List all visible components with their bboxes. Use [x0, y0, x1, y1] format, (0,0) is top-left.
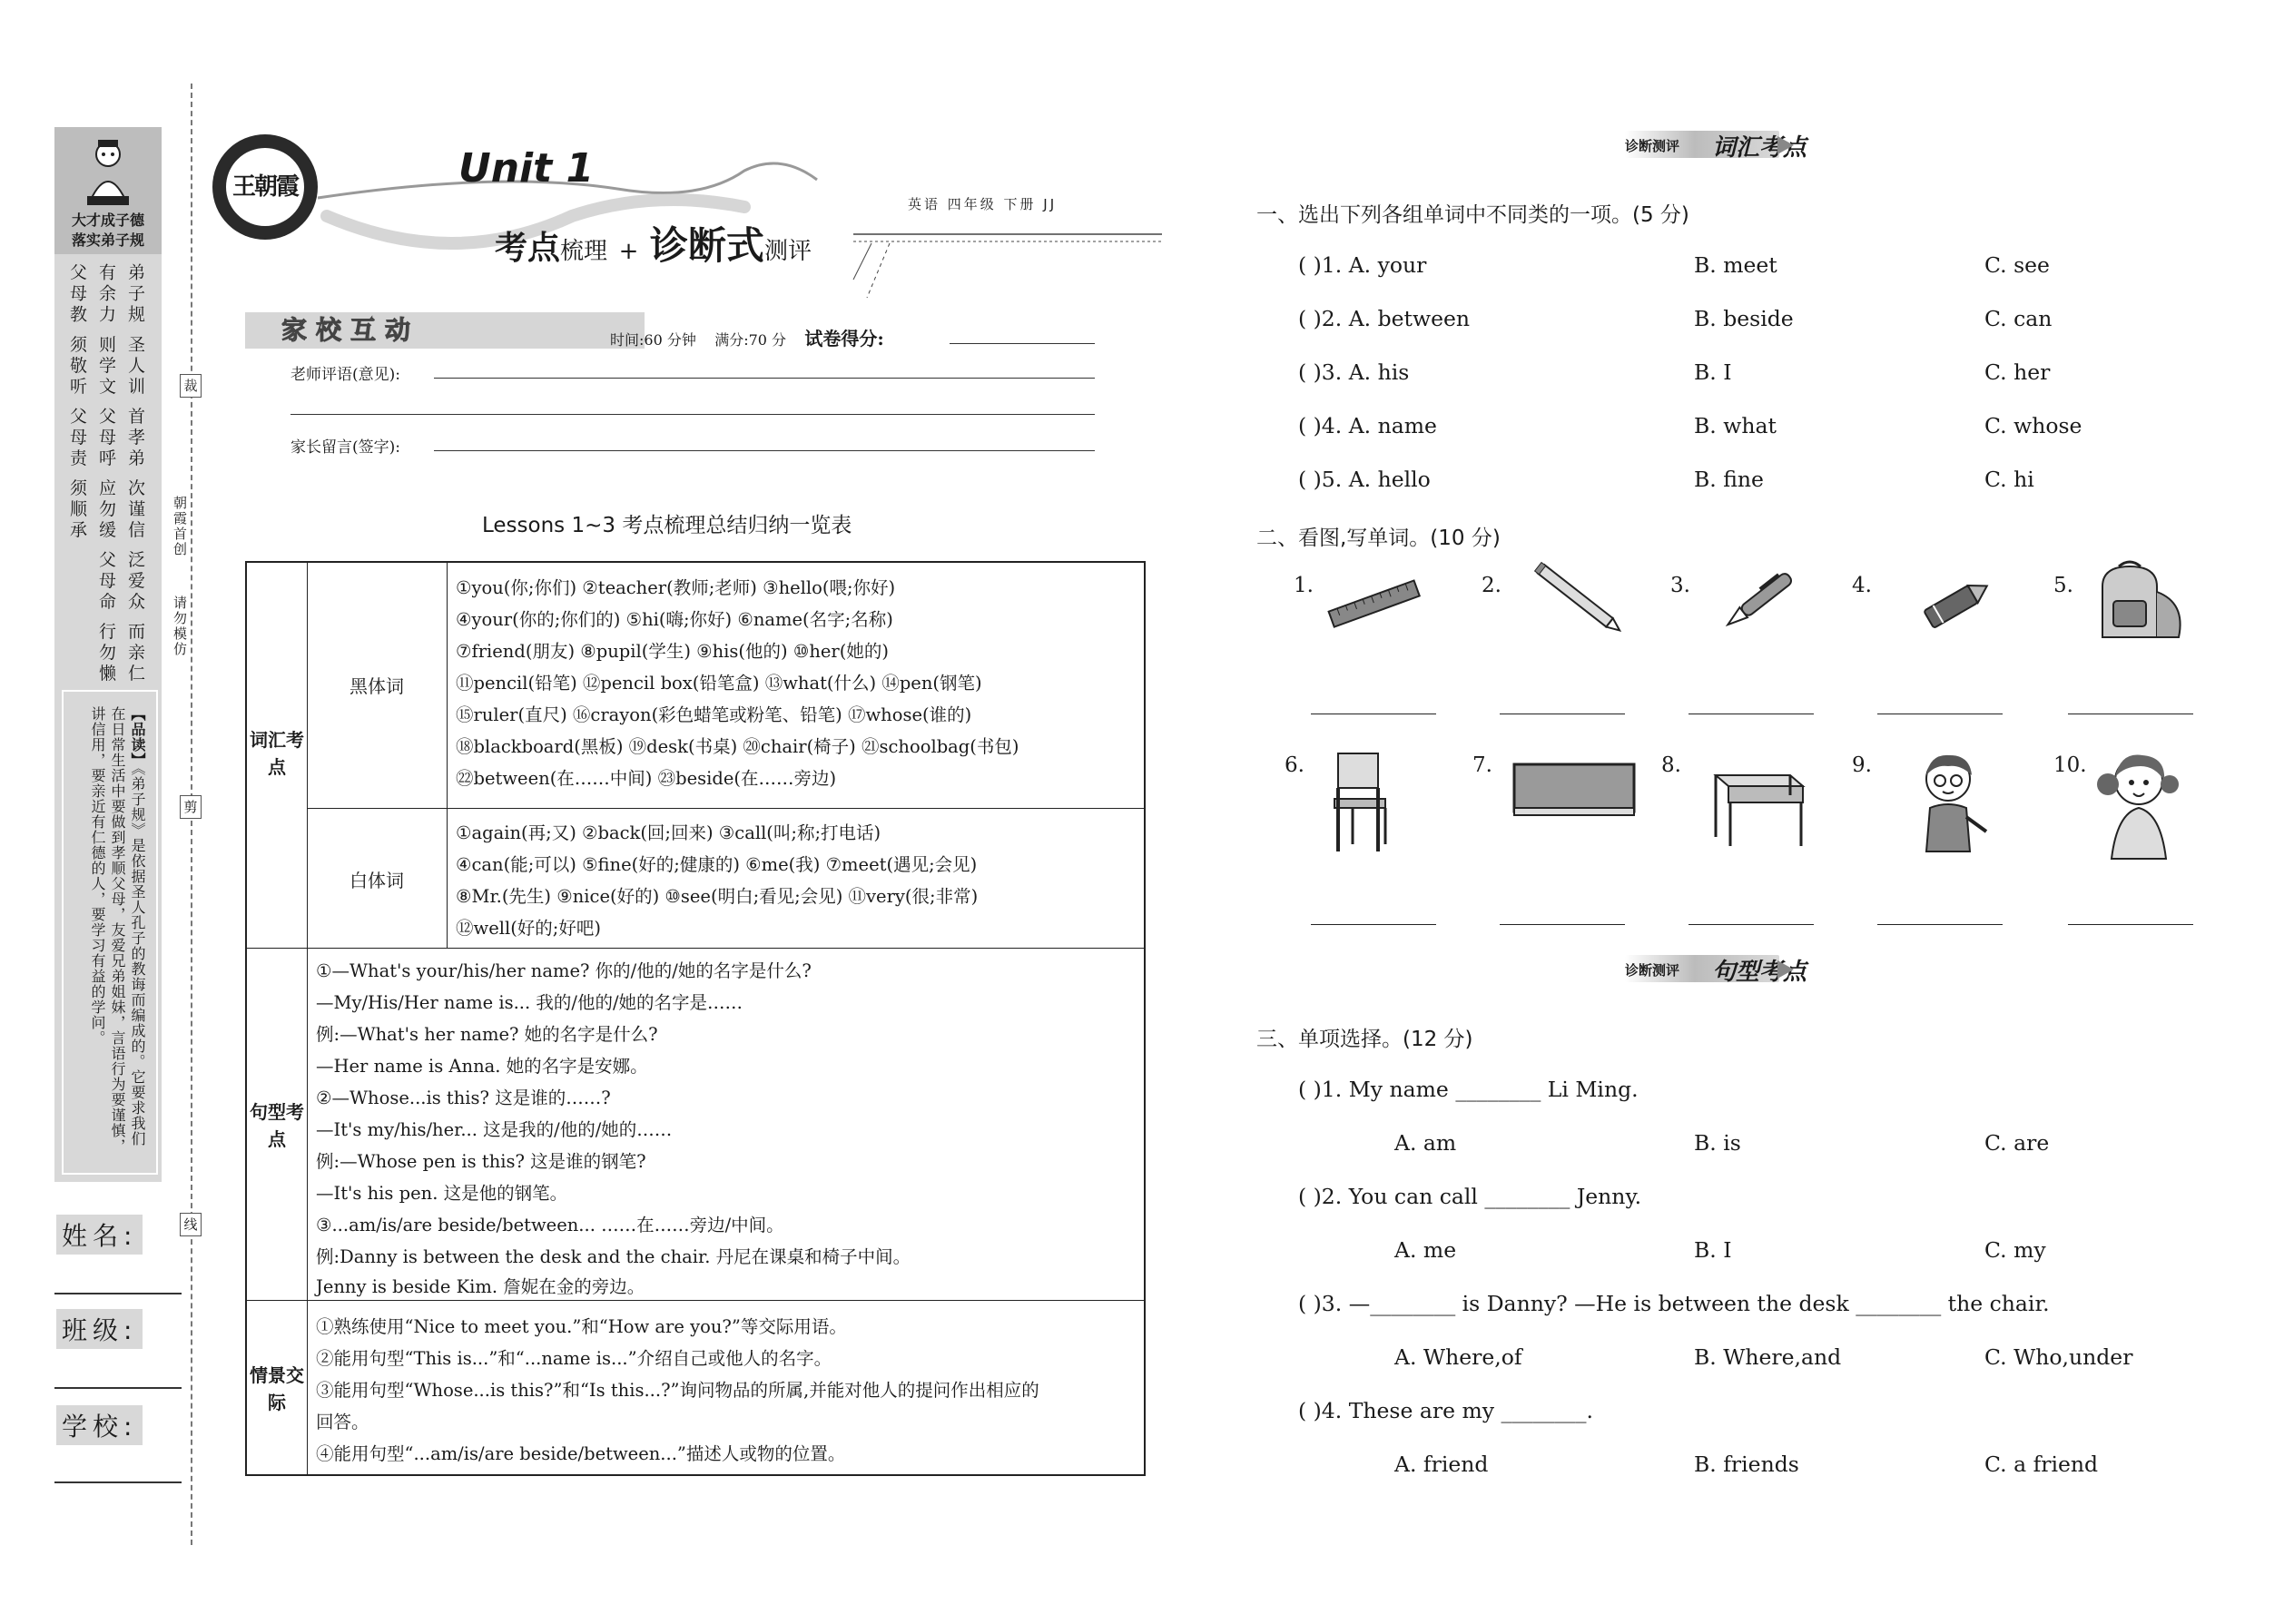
- mc1-option-c: C. are: [1984, 1130, 2050, 1156]
- motto-header: [54, 127, 162, 254]
- sentence-line: —Her name is Anna. 她的名字是安娜。: [316, 1056, 648, 1077]
- pic-number: 2.: [1482, 574, 1501, 597]
- bold-word-line: ⑱blackboard(黑板) ⑲desk(书桌) ⑳chair(椅子) ㉑schoolbag(书包): [456, 736, 1019, 757]
- sentence-line: Jenny is beside Kim. 詹妮在金的旁边。: [316, 1276, 645, 1297]
- mc3-option-b: B. Where,and: [1694, 1344, 1842, 1370]
- table-divider-h1: [307, 808, 1144, 809]
- situation-line: ②能用句型“This is...”和“...name is...”介绍自己或他人的名字。: [316, 1348, 832, 1369]
- motto-text: [54, 211, 162, 251]
- tag-arrow-icon: [1777, 960, 1794, 979]
- tag-title: 词汇考点: [1712, 134, 1807, 162]
- chair-icon: [1325, 750, 1398, 855]
- table-divider-v1: [307, 563, 308, 1474]
- q2-stem: ( )2. A. between: [1298, 306, 1471, 331]
- title-part-b: 梳理: [560, 238, 608, 265]
- title-part-a: 考点: [495, 230, 561, 267]
- sentence-line: 例:Danny is between the desk and the chair. 丹尼在课桌和椅子中间。: [316, 1246, 911, 1267]
- sentence-line: —My/His/Her name is... 我的/他的/她的名字是……: [316, 992, 743, 1013]
- plain-word-line: ①again(再;又) ②back(回;回来) ③call(叫;称;打电话): [456, 822, 881, 843]
- mc4-option-c: C. a friend: [1984, 1452, 2099, 1477]
- bold-word-line: ⑪pencil(铅笔) ⑫pencil box(铅笔盒) ⑬what(什么) ⑭pen(钢笔): [456, 673, 982, 694]
- table-divider-h3: [247, 1300, 1144, 1301]
- vocab-section-tag: [1625, 129, 1807, 160]
- answer-line-7[interactable]: [1500, 924, 1625, 925]
- unit-title: Unit 1: [458, 145, 595, 192]
- situation-line: ①熟练使用“Nice to meet you.”和“How are you?”等交际用语。: [316, 1316, 847, 1337]
- pic-number: 5.: [2053, 574, 2073, 597]
- reading-label: 【品读】: [129, 706, 146, 768]
- exam-meta: [610, 324, 884, 350]
- motto-strip: [54, 127, 162, 1182]
- q3-stem: ( )3. A. his: [1298, 359, 1410, 385]
- mc2-option-c: C. my: [1984, 1237, 2046, 1263]
- plain-word-line: ⑫well(好的;好吧): [456, 918, 601, 939]
- motto-line-1: 大才成子德: [71, 212, 144, 229]
- mc3-option-c: C. Who,under: [1984, 1344, 2133, 1370]
- ruler-icon: [1325, 577, 1423, 632]
- q4-option-c: C. whose: [1984, 413, 2082, 438]
- poem-column-1: 父母教 须敬听 父母责 须顺承: [67, 263, 87, 542]
- sentence-line: —It's my/his/her... 这是我的/他的/她的……: [316, 1119, 673, 1140]
- q5-option-c: C. hi: [1984, 467, 2034, 492]
- note-no-copy: 请勿模仿: [172, 595, 188, 657]
- plain-word-line: ④can(能;可以) ⑤fine(好的;健康的) ⑥me(我) ⑦meet(遇见;会见): [456, 854, 978, 875]
- title-part-c: 诊断式: [649, 223, 764, 268]
- bold-word-line: ④your(你的;你们的) ⑤hi(嗨;你好) ⑥name(名字;名称): [456, 609, 893, 630]
- pic-number: 1.: [1294, 574, 1314, 597]
- exam-full-score: 满分:70 分: [714, 331, 787, 349]
- sentence-line: 例:—What's her name? 她的名字是什么?: [316, 1024, 658, 1045]
- exam-time: 时间:60 分钟: [610, 331, 696, 349]
- title-plus: +: [618, 238, 639, 265]
- situation-line: ③能用句型“Whose...is this?”和“Is this...?”询问物品的所属,并能对他人的提问作出相应的: [316, 1380, 1039, 1401]
- section-3-title: 三、单项选择。(12 分): [1256, 1028, 1473, 1051]
- sentence-line: 例:—Whose pen is this? 这是谁的钢笔?: [316, 1151, 646, 1172]
- motto-line-2: 落实弟子规: [71, 231, 144, 249]
- mc1-option-a: A. am: [1394, 1130, 1457, 1156]
- bold-word-line: ㉒between(在……中间) ㉓beside(在……旁边): [456, 768, 837, 789]
- page-title: [495, 216, 812, 271]
- name-label: 姓名:: [56, 1215, 143, 1255]
- answer-line-8[interactable]: [1689, 924, 1814, 925]
- tag-small-text: 诊断测评: [1625, 138, 1680, 154]
- crayon-icon: [1915, 572, 1997, 635]
- q2-option-c: C. can: [1984, 306, 2053, 331]
- bold-word-line: ①you(你;你们) ②teacher(教师;老师) ③hello(喂;你好): [456, 577, 896, 598]
- poem-column-2: 有余力 则学文 父母呼 应勿缓 父母命 行勿懒: [96, 263, 116, 685]
- reading-text: [67, 706, 147, 1160]
- grade-info: 英语 四年级 下册 JJ: [908, 196, 1058, 212]
- reading-body: 《弟子规》是依据圣人孔子的教诲而编成的。它要求我们在日常生活中要做到孝顺父母，友爱兄弟姐妹，言语行为要谨慎，讲信用，要亲近有仁德的人，要学习有益的学问。: [89, 706, 146, 1154]
- q3-option-c: C. her: [1984, 359, 2051, 385]
- sentence-line: ②—Whose...is this? 这是谁的……?: [316, 1088, 611, 1108]
- q5-stem: ( )5. A. hello: [1298, 467, 1431, 492]
- boy-teacher-icon: [1903, 744, 1994, 853]
- q1-stem: ( )1. A. your: [1298, 252, 1427, 278]
- school-field[interactable]: [54, 1481, 182, 1483]
- mc2-stem: ( )2. You can call ________ Jenny.: [1298, 1184, 1642, 1209]
- mc4-option-a: A. friend: [1394, 1452, 1489, 1477]
- pic-number: 8.: [1661, 753, 1681, 777]
- tag-arrow-icon: [1777, 136, 1794, 154]
- section-1-title: 一、选出下列各组单词中不同类的一项。(5 分): [1256, 203, 1689, 227]
- mc3-option-a: A. Where,of: [1394, 1344, 1522, 1370]
- sentence-category: 句型考点: [250, 1101, 304, 1150]
- pic-number: 10.: [2053, 753, 2087, 777]
- mc2-option-a: A. me: [1394, 1237, 1457, 1263]
- parent-comment-label: 家长留言(签字):: [290, 438, 400, 457]
- note-original: 朝霞首创: [172, 496, 188, 557]
- q4-option-b: B. what: [1694, 413, 1777, 438]
- pic-number: 6.: [1285, 753, 1305, 777]
- cut-mark-1: 裁: [180, 374, 202, 398]
- sentence-line: ①—What's your/his/her name? 你的/他的/她的名字是什么?: [316, 960, 812, 981]
- answer-line-9[interactable]: [1877, 924, 2003, 925]
- cut-mark-2: 剪: [180, 795, 202, 819]
- vocab-category: 词汇考点: [250, 729, 304, 778]
- pic-number: 9.: [1852, 753, 1872, 777]
- sentence-line: —It's his pen. 这是他的钢笔。: [316, 1183, 568, 1204]
- teacher-comment-field[interactable]: [434, 378, 1095, 379]
- q1-option-c: C. see: [1984, 252, 2050, 278]
- situation-line: 回答。: [316, 1412, 369, 1432]
- table-divider-v2: [447, 563, 448, 948]
- tag-title: 句型考点: [1712, 959, 1807, 986]
- situation-line: ④能用句型“...am/is/are beside/between...”描述人或物的位置。: [316, 1443, 846, 1464]
- table-divider-h2: [247, 948, 1144, 949]
- pic-number: 3.: [1670, 574, 1690, 597]
- sentence-line: ③...am/is/are beside/between... ……在……旁边/中间。: [316, 1215, 784, 1235]
- desk-icon: [1707, 759, 1808, 850]
- schoolbag-icon: [2084, 559, 2193, 646]
- name-field[interactable]: [54, 1293, 182, 1294]
- mc1-stem: ( )1. My name ________ Li Ming.: [1298, 1077, 1639, 1102]
- pic-number: 7.: [1472, 753, 1492, 777]
- mc4-option-b: B. friends: [1694, 1452, 1799, 1477]
- plain-words-label: 白体词: [350, 870, 404, 891]
- plain-word-line: ⑧Mr.(先生) ⑨nice(好的) ⑩see(明白;看见;会见) ⑪very(很;非常): [456, 886, 979, 907]
- summary-title: Lessons 1~3 考点梳理总结归纳一览表: [482, 514, 852, 537]
- score-field[interactable]: [950, 343, 1095, 344]
- answer-line-6[interactable]: [1311, 924, 1436, 925]
- parent-comment-field[interactable]: [434, 450, 1095, 451]
- pic-number: 4.: [1852, 574, 1872, 597]
- mc3-stem: ( )3. —________ is Danny? —He is between the desk ________ the chair.: [1298, 1291, 2050, 1316]
- title-part-d: 测评: [763, 238, 812, 265]
- mc2-option-b: B. I: [1694, 1237, 1732, 1263]
- sentence-section-tag: [1625, 953, 1807, 984]
- school-label: 学校:: [56, 1405, 143, 1445]
- situation-category: 情景交际: [250, 1364, 304, 1413]
- mc4-stem: ( )4. These are my ________.: [1298, 1398, 1593, 1423]
- scholar-mascot-icon: [85, 136, 131, 209]
- score-label: 试卷得分:: [804, 328, 884, 349]
- bold-word-line: ⑮ruler(直尺) ⑯crayon(彩色蜡笔或粉笔、铅笔) ⑰whose(谁的): [456, 704, 972, 725]
- pen-icon: [1712, 561, 1812, 637]
- q1-option-b: B. meet: [1694, 252, 1777, 278]
- class-field[interactable]: [54, 1387, 182, 1389]
- bold-word-line: ⑦friend(朋友) ⑧pupil(学生) ⑨his(他的) ⑩her(她的): [456, 641, 889, 662]
- girl-friend-icon: [2084, 744, 2191, 862]
- pencil-icon: [1525, 561, 1634, 637]
- q5-option-b: B. fine: [1694, 467, 1764, 492]
- summary-table: [245, 561, 1146, 1476]
- poem-column-3: 弟子规 圣人训 首孝弟 次谨信 泛爱众 而亲仁: [125, 263, 145, 685]
- q4-stem: ( )4. A. name: [1298, 413, 1437, 438]
- teacher-comment-label: 老师评语(意见):: [290, 366, 400, 384]
- mc1-option-b: B. is: [1694, 1130, 1741, 1156]
- brand-logo-text: 王朝霞: [223, 145, 307, 229]
- section-2-title: 二、看图,写单词。(10 分): [1256, 527, 1501, 550]
- q2-option-b: B. beside: [1694, 306, 1794, 331]
- teacher-comment-field-2[interactable]: [290, 414, 1095, 415]
- blackboard-icon: [1511, 761, 1638, 819]
- cut-mark-3: 线: [180, 1213, 202, 1236]
- class-label: 班级:: [56, 1309, 143, 1349]
- bold-words-label: 黑体词: [350, 675, 404, 697]
- tag-small-text: 诊断测评: [1625, 962, 1680, 979]
- answer-line-10[interactable]: [2068, 924, 2193, 925]
- home-school-banner: 家校互动: [245, 312, 645, 349]
- q3-option-b: B. I: [1694, 359, 1732, 385]
